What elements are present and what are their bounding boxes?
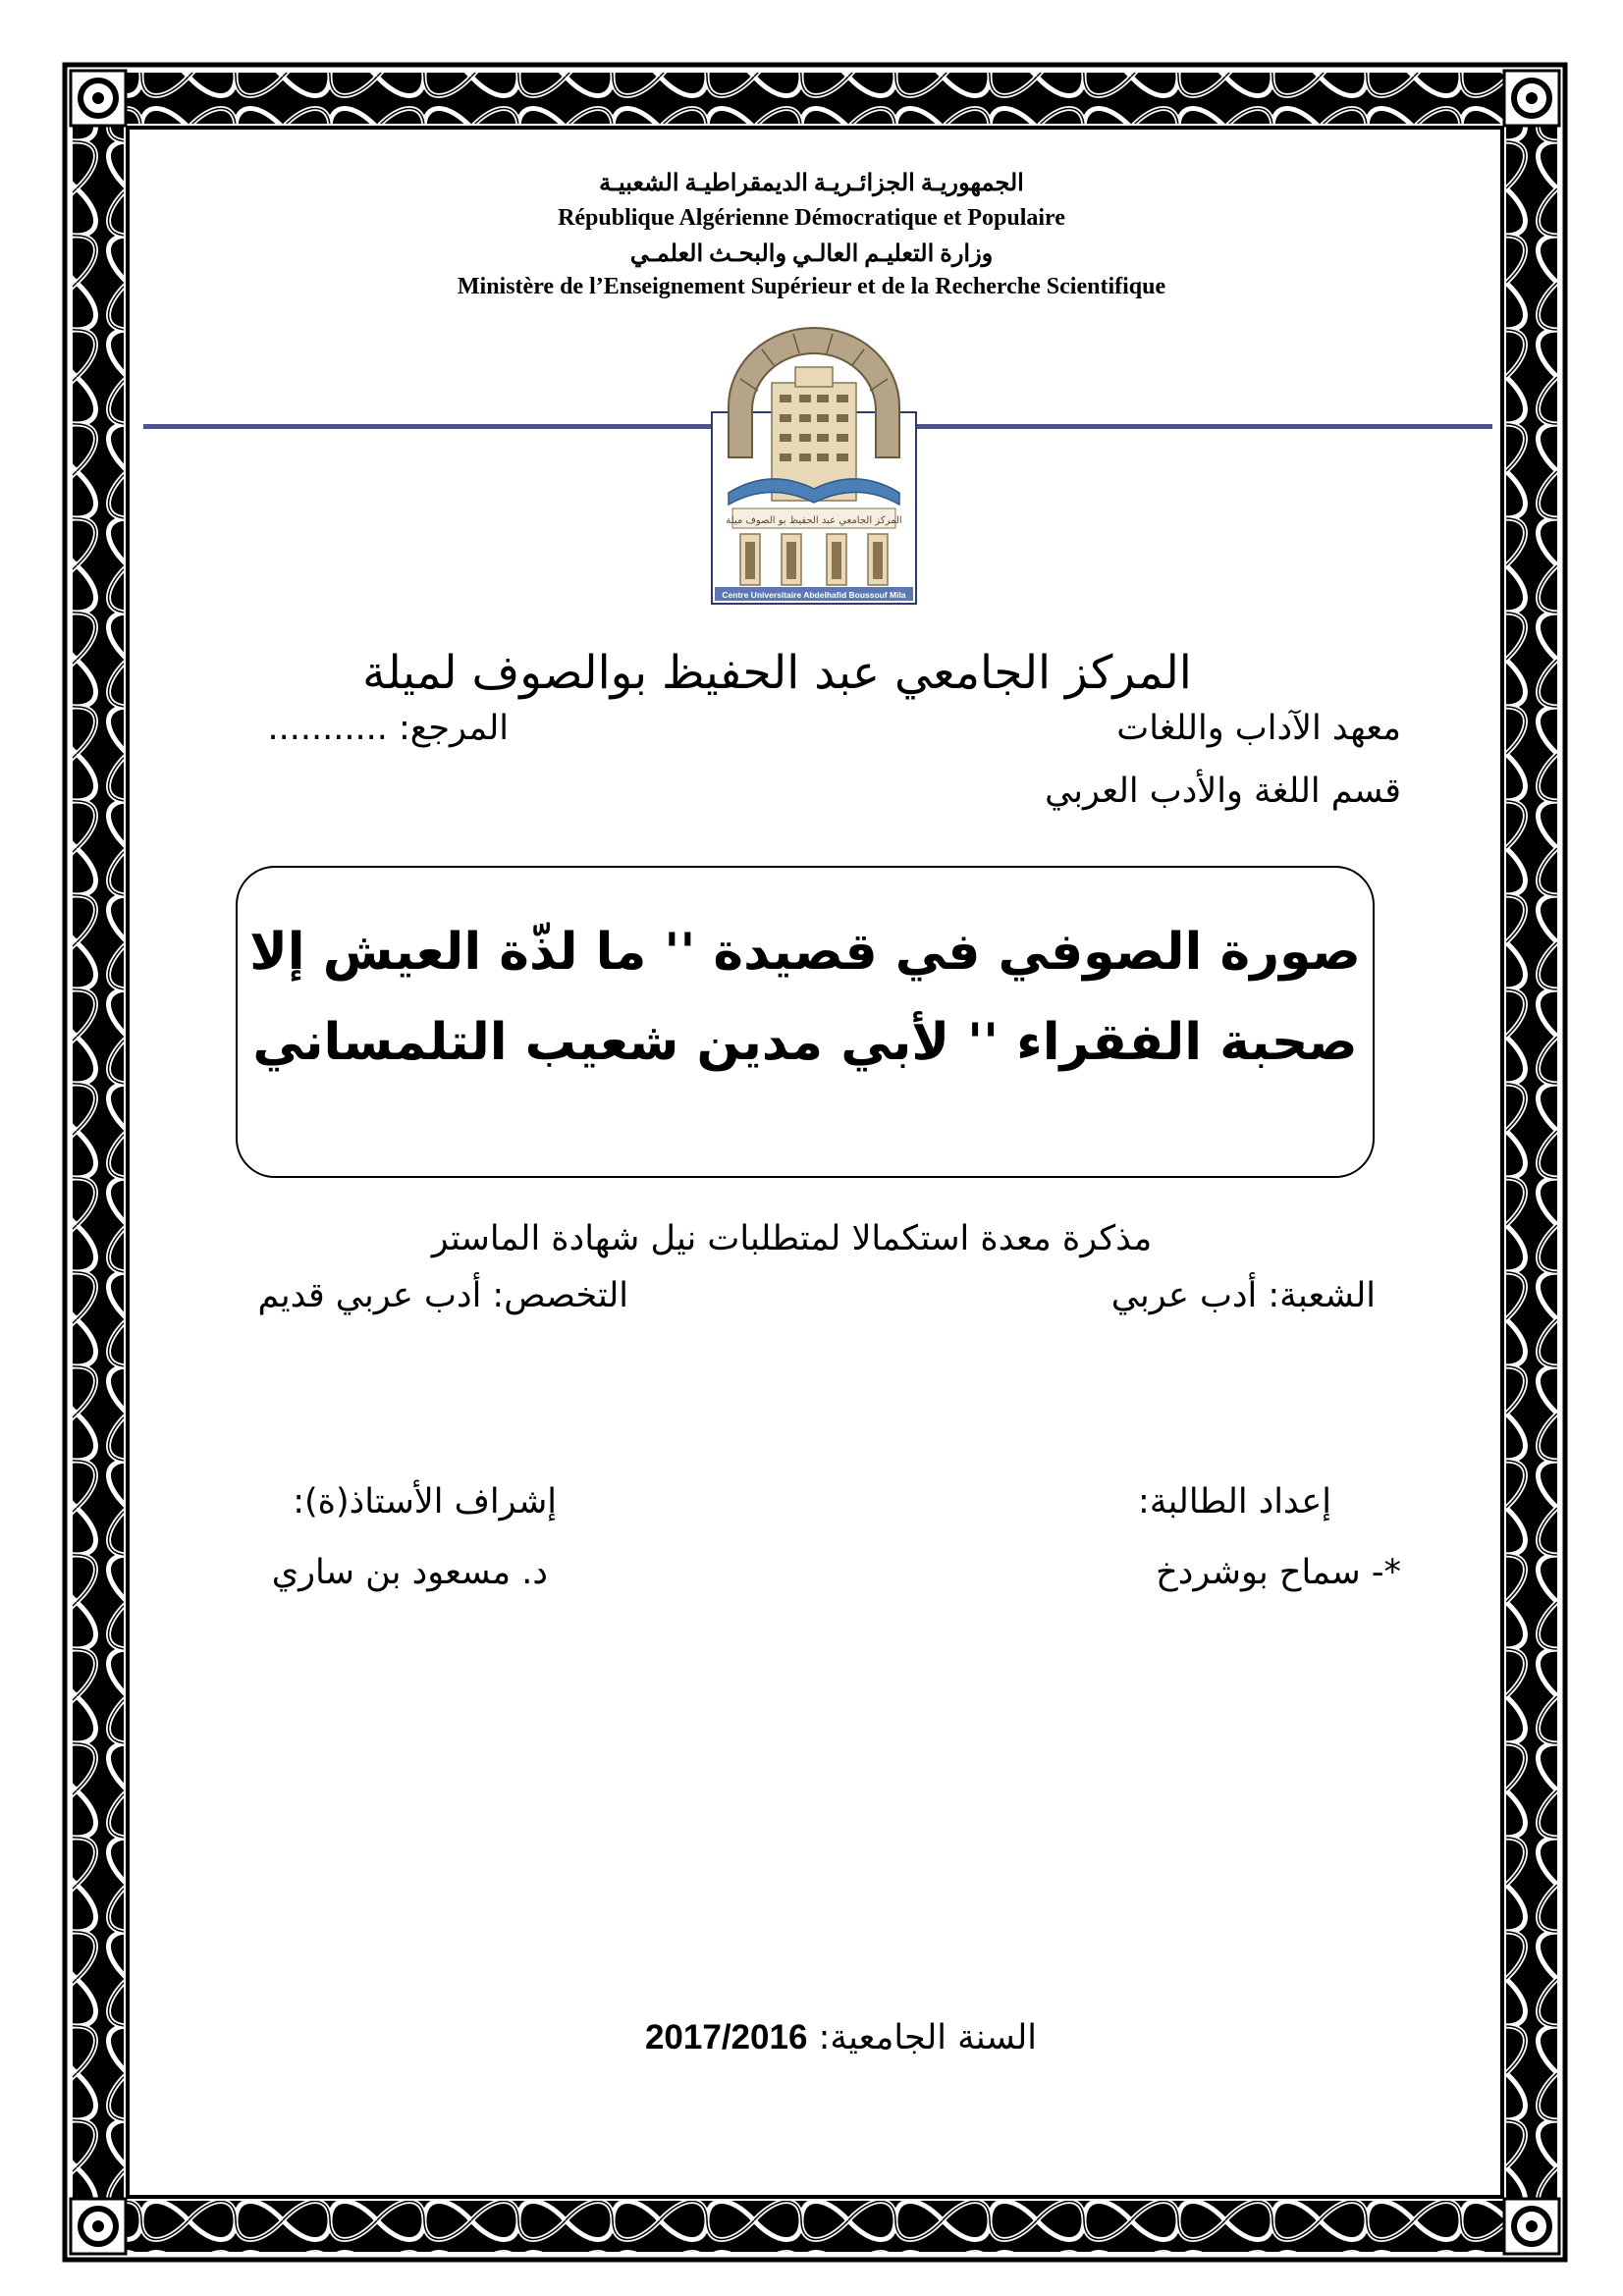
thesis-purpose-text: مذكرة معدة استكمالا لمتطلبات نيل شهادة الماستر [431, 1219, 1153, 1258]
specialty: التخصص: أدب عربي قديم [257, 1276, 628, 1315]
corner-ornament-top-left [71, 71, 126, 126]
student-name: *- سماح بوشردخ [1156, 1553, 1401, 1592]
academic-year-value: 2017/2016 [644, 2018, 808, 2056]
corner-ornament-bottom-right [1504, 2199, 1559, 2254]
student-label: إعداد الطالبة: [1138, 1482, 1331, 1522]
institution-name-text: المركز الجامعي عبد الحفيظ بوالصوف لميلة [362, 646, 1192, 700]
thesis-title-line-1: صورة الصوفي في قصيدة '' ما لذّة العيش إلا [249, 923, 1361, 982]
corner-ornament-bottom-left [71, 2199, 126, 2254]
department-name: قسم اللغة والأدب العربي [1045, 772, 1401, 811]
supervisor-label: إشراف الأستاذ(ة): [293, 1482, 557, 1522]
academic-year-label: السنة الجامعية: [818, 2018, 1038, 2057]
republic-name-ar: الجمهوريـة الجزائـريـة الديمقراطيـة الشعبيـة [599, 171, 1024, 196]
academic-year [0, 2018, 1623, 2057]
republic-name-fr: République Algérienne Démocratique et Populaire [558, 205, 1065, 231]
thesis-purpose [0, 1219, 1623, 1258]
supervisor-name: د. مسعود بن ساري [271, 1553, 548, 1592]
logo-banner-text: المركز الجامعي عبد الحفيظ بو الصوف ميلة [726, 515, 902, 526]
corner-ornament-top-right [1504, 71, 1559, 126]
ministry-name-ar: وزارة التعليـم العالـي والبحـث العلمـي [629, 241, 994, 267]
institution-name [0, 646, 1623, 700]
thesis-title-line-2: صحبة الفقراء '' لأبي مدين شعيب التلمساني [252, 1013, 1358, 1072]
ministry-name-fr: Ministère de l’Enseignement Supérieur et de la Recherche Scientifique [457, 274, 1166, 299]
logo-caption: Centre Universitaire Abdelhafid Boussouf Mila [722, 590, 906, 600]
branch: الشعبة: أدب عربي [1110, 1276, 1376, 1315]
university-logo [711, 320, 917, 605]
reference-number: المرجع: ........... [267, 709, 509, 748]
institute-name: معهد الآداب واللغات [1116, 709, 1401, 748]
